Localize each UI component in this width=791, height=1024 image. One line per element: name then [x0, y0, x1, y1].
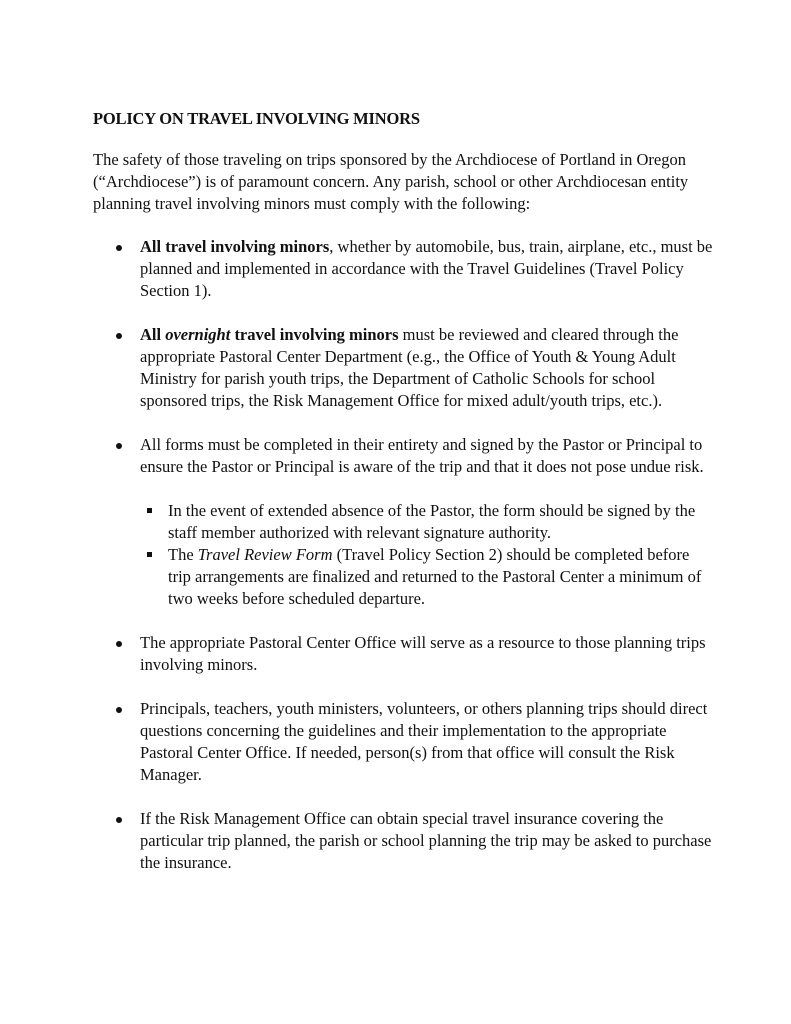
bold-lead: All travel involving minors [140, 237, 330, 256]
sub-list [140, 500, 713, 610]
form-name: Travel Review Form [197, 545, 333, 564]
bold-tail: travel involving minors [230, 325, 399, 344]
bold-italic-word: overnight [165, 325, 231, 344]
item-text: All forms must be completed in their entirety and signed by the Pastor or Principal to ensure the Pastor or Principal is aware of the trip and that it does not pose undue risk. [140, 435, 704, 476]
page-title: POLICY ON TRAVEL INVOLVING MINORS [93, 109, 420, 128]
item-text: The appropriate Pastoral Center Office will serve as a resource to those planning trips involving minors. [140, 633, 706, 674]
sub-item-text: (Travel Policy Section 2) should be completed before trip arrangements are finalized and returned to the Pastoral Center a minimum of two weeks before scheduled departure. [168, 545, 702, 608]
sub-item-text: In the event of extended absence of the Pastor, the form should be signed by the staff member authorized with relevant signature authority. [168, 501, 696, 542]
policy-list [93, 236, 713, 874]
item-text: , whether by automobile, bus, train, airplane, etc., must be planned and implemented in accordance with the Travel Guidelines (Travel Policy Section 1). [140, 237, 713, 300]
list-item [93, 632, 713, 676]
list-item [93, 808, 713, 874]
bullet-icon [116, 817, 122, 823]
item-text: If the Risk Management Office can obtain special travel insurance covering the particular trip planned, the parish or school planning the trip may be asked to purchase the insurance. [140, 809, 712, 872]
list-item [93, 698, 713, 786]
square-bullet-icon [147, 508, 152, 513]
item-text: must be reviewed and cleared through the appropriate Pastoral Center Department (e.g., the Office of Youth & Young Adult Ministry for parish youth trips, the Department of Catholic Schools for school sponsored trips, the Risk Management Office for mixed adult/youth trips, etc.). [140, 325, 679, 410]
intro-paragraph: The safety of those traveling on trips sponsored by the Archdiocese of Portland in Oregon (“Archdiocese”) is of paramount concern. Any parish, school or other Archdiocesan entity planning travel involving minors must comply with the following: [93, 150, 689, 213]
bullet-icon [116, 333, 122, 339]
bullet-icon [116, 245, 122, 251]
list-item [93, 434, 713, 610]
bullet-icon [116, 443, 122, 449]
list-item [93, 324, 713, 412]
list-item [93, 236, 713, 302]
document-page [93, 108, 713, 896]
bullet-icon [116, 707, 122, 713]
sub-item-lead: The [168, 545, 198, 564]
bold-lead: All [140, 325, 166, 344]
sub-list-item [140, 500, 713, 544]
sub-list-item [140, 544, 713, 610]
item-text: Principals, teachers, youth ministers, volunteers, or others planning trips should direct questions concerning the guidelines and their implementation to the appropriate Pastoral Center Office. If needed, person(s) from that office will consult the Risk Manager. [140, 699, 708, 784]
bullet-icon [116, 641, 122, 647]
square-bullet-icon [147, 552, 152, 557]
